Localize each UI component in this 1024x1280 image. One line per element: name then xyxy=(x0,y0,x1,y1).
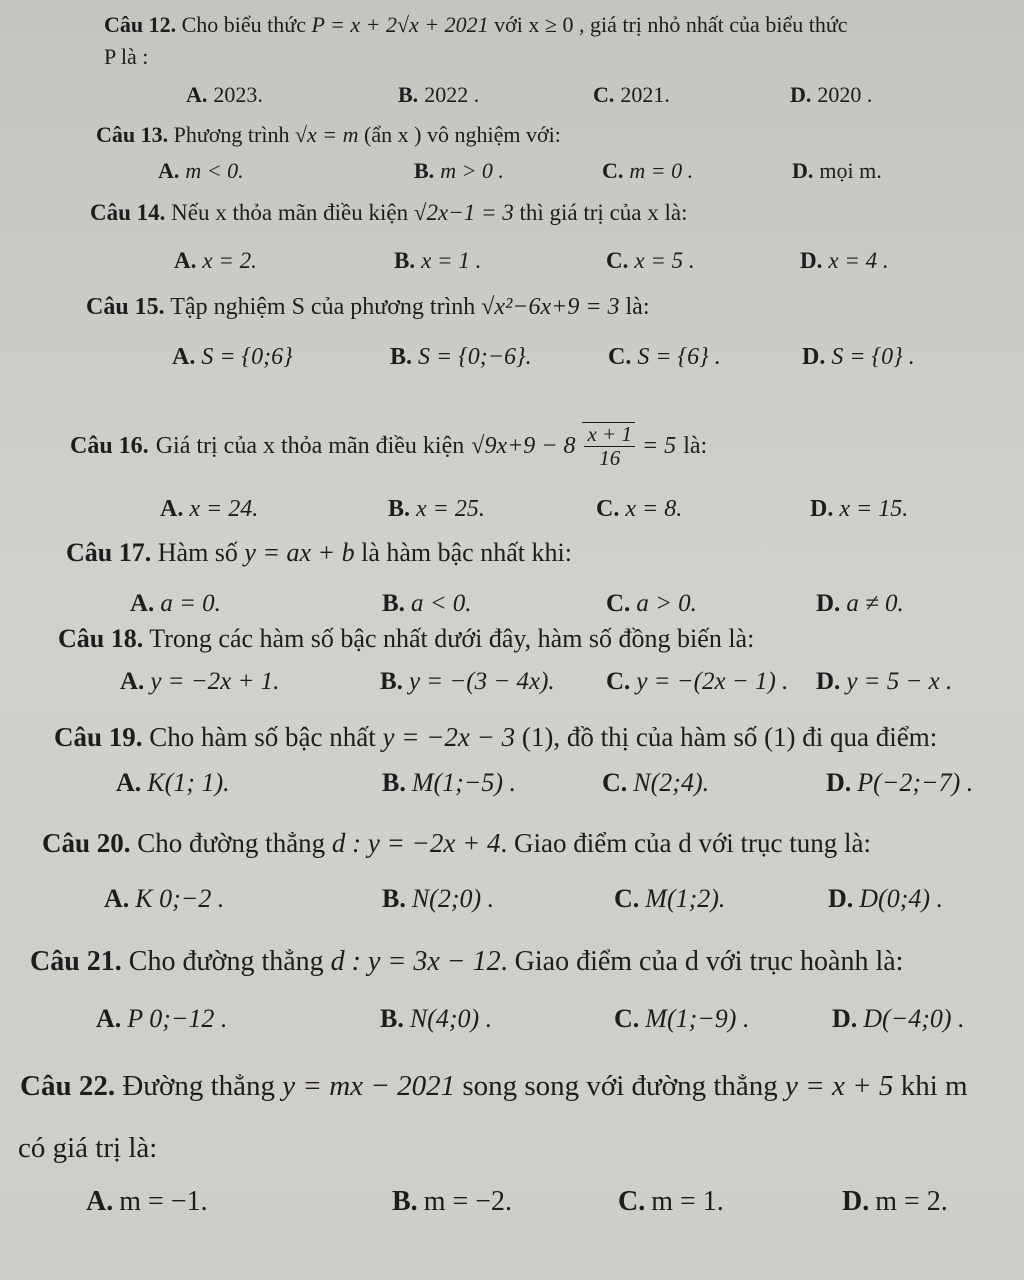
option-a: A. a = 0. xyxy=(130,590,221,617)
question-label: Câu 22. xyxy=(20,1070,116,1102)
question-13-stem xyxy=(96,122,561,148)
question-label: Câu 19. xyxy=(54,722,143,752)
option-a: A. K 0;−2 . xyxy=(104,884,225,913)
option-b: B. 2022 . xyxy=(398,82,480,107)
option-b: B. x = 1 . xyxy=(394,248,482,273)
question-label: Câu 12. xyxy=(104,12,177,37)
option-d: D. mọi m. xyxy=(792,158,882,183)
math-expression: P = x + 2√x + 2021 xyxy=(311,12,489,37)
question-text: Cho hàm số bậc nhất xyxy=(149,722,376,752)
question-22-stem xyxy=(20,1070,968,1103)
math-expression: y = x + 5 xyxy=(785,1070,894,1102)
option-b: B. M(1;−5) . xyxy=(382,768,517,797)
option-d: D. y = 5 − x . xyxy=(816,668,953,695)
question-text: song song với đường thẳng xyxy=(462,1070,778,1102)
question-18-stem xyxy=(58,624,754,654)
question-text: (ẩn x ) vô nghiệm với: xyxy=(364,122,561,147)
question-15-stem xyxy=(86,294,650,321)
question-text: (1), đồ thị của hàm số (1) đi qua điểm: xyxy=(521,722,938,752)
option-c: C. a > 0. xyxy=(606,590,697,617)
question-19-stem xyxy=(54,722,937,753)
question-text: Tập nghiệm S của phương trình xyxy=(170,294,476,320)
question-16-stem xyxy=(70,422,707,470)
question-label: Câu 21. xyxy=(30,946,122,977)
option-d: D. P(−2;−7) . xyxy=(826,768,974,797)
option-b: B. y = −(3 − 4x). xyxy=(380,668,555,695)
question-label: Câu 20. xyxy=(42,828,131,858)
question-text: Cho đường thẳng xyxy=(137,828,326,858)
question-text: Hàm số xyxy=(157,538,238,567)
option-d: D. D(0;4) . xyxy=(828,884,944,913)
option-d: D. 2020 . xyxy=(790,82,873,107)
fraction-numerator: x + 1 xyxy=(584,423,635,447)
option-a: A. m < 0. xyxy=(158,158,244,183)
question-text: Đường thẳng xyxy=(122,1070,276,1102)
option-d: D. x = 4 . xyxy=(800,248,889,273)
question-text: khi m xyxy=(900,1070,968,1102)
question-label: Câu 14. xyxy=(90,200,166,225)
question-20-stem xyxy=(42,828,871,859)
question-text: . Giao điểm của d với trục tung là: xyxy=(500,828,871,858)
math-expression: √x = m xyxy=(294,122,359,147)
option-b: B. S = {0;−6}. xyxy=(390,344,532,370)
option-d: D. D(−4;0) . xyxy=(832,1004,965,1033)
question-text: với x ≥ 0 , giá trị nhỏ nhất của biểu thức xyxy=(494,12,848,37)
option-c: C. x = 5 . xyxy=(606,248,695,273)
math-expression: y = ax + b xyxy=(244,538,355,567)
math-expression: √9x+9 − 8 xyxy=(471,432,576,459)
option-c: C. m = 1. xyxy=(618,1186,724,1217)
option-d: D. S = {0} . xyxy=(802,344,915,370)
option-c: C. x = 8. xyxy=(596,496,683,522)
fraction-denominator: 16 xyxy=(599,446,621,471)
question-label: Câu 15. xyxy=(86,294,165,320)
option-c: C. m = 0 . xyxy=(602,158,694,183)
question-text: Cho biểu thức xyxy=(181,12,306,37)
question-label: Câu 17. xyxy=(66,538,152,567)
option-a: A. x = 24. xyxy=(160,496,259,522)
option-b: B. m > 0 . xyxy=(414,158,504,183)
math-expression: d : y = −2x + 4 xyxy=(331,828,501,858)
option-c: C. M(1;2). xyxy=(614,884,726,913)
option-b: B. a < 0. xyxy=(382,590,472,617)
question-label: Câu 13. xyxy=(96,122,169,147)
question-14-stem xyxy=(90,200,687,226)
question-label: Câu 16. xyxy=(70,432,149,459)
option-d: D. x = 15. xyxy=(810,496,909,522)
math-expression: √2x−1 = 3 xyxy=(413,200,514,225)
option-c: C. 2021. xyxy=(593,82,670,107)
question-text: là: xyxy=(683,432,708,459)
option-c: C. S = {6} . xyxy=(608,344,721,370)
option-b: B. N(2;0) . xyxy=(382,884,495,913)
question-text: Cho đường thẳng xyxy=(128,946,324,977)
question-22-stem-line2: có giá trị là: xyxy=(18,1132,158,1164)
option-b: B. m = −2. xyxy=(392,1186,513,1217)
question-17-stem xyxy=(66,538,572,568)
option-c: C. y = −(2x − 1) . xyxy=(606,668,789,695)
question-text: . Giao điểm của d với trục hoành là: xyxy=(500,946,904,977)
question-text: thì giá trị của x là: xyxy=(519,200,688,225)
question-12-stem xyxy=(104,12,848,38)
math-expression: √x²−6x+9 = 3 xyxy=(481,294,620,320)
math-expression: y = mx − 2021 xyxy=(282,1070,456,1102)
option-a: A. S = {0;6} xyxy=(172,344,293,370)
math-expression: y = −2x − 3 xyxy=(382,722,516,752)
option-d: D. a ≠ 0. xyxy=(816,590,904,617)
option-a: A. 2023. xyxy=(186,82,263,107)
option-a: A. P 0;−12 . xyxy=(96,1004,228,1033)
question-12-stem-line2: P là : xyxy=(104,44,149,69)
question-text: Phương trình xyxy=(173,122,290,147)
question-text: là: xyxy=(625,294,650,320)
question-text: Nếu x thỏa mãn điều kiện xyxy=(171,200,409,225)
option-b: B. x = 25. xyxy=(388,496,485,522)
math-expression: d : y = 3x − 12 xyxy=(330,946,501,977)
option-c: C. M(1;−9) . xyxy=(614,1004,750,1033)
option-a: A. x = 2. xyxy=(174,248,257,273)
option-d: D. m = 2. xyxy=(842,1186,948,1217)
question-text: Giá trị của x thỏa mãn điều kiện xyxy=(155,432,465,459)
option-a: A. K(1; 1). xyxy=(116,768,230,797)
question-21-stem xyxy=(30,946,903,978)
sqrt-fraction xyxy=(582,422,635,470)
math-expression: = 5 xyxy=(641,432,677,459)
question-text: là hàm bậc nhất khi: xyxy=(361,538,572,567)
option-c: C. N(2;4). xyxy=(602,768,710,797)
option-a: A. m = −1. xyxy=(86,1186,208,1217)
option-b: B. N(4;0) . xyxy=(380,1004,493,1033)
option-a: A. y = −2x + 1. xyxy=(120,668,280,695)
question-label: Câu 18. xyxy=(58,624,144,653)
question-text: Trong các hàm số bậc nhất dưới đây, hàm số đồng biến là: xyxy=(149,624,755,653)
